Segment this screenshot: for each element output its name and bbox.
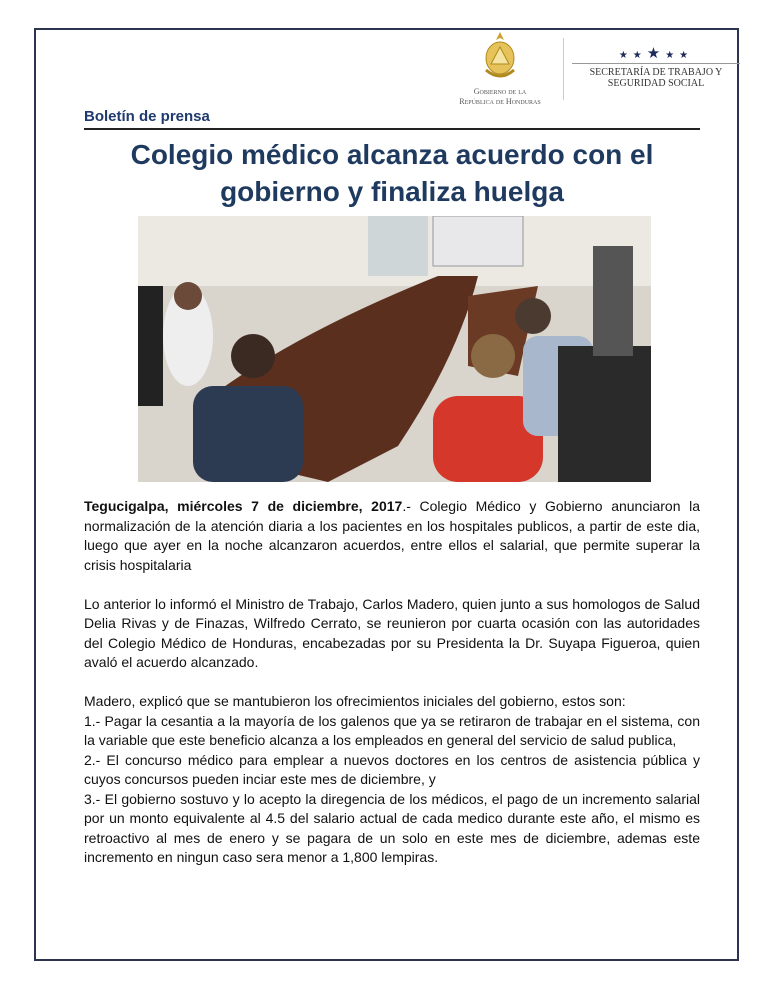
coat-of-arms-icon xyxy=(480,30,520,82)
stss-line2: SEGURIDAD SOCIAL xyxy=(607,78,705,89)
gov-logo-line1: Gobierno de la xyxy=(473,87,527,96)
stars-icon: ★★★★★ xyxy=(618,45,694,62)
gov-logo-line2: República de Honduras xyxy=(459,97,541,106)
section-label: Boletín de prensa xyxy=(84,108,210,125)
header-rule xyxy=(84,128,700,130)
gobierno-honduras-logo xyxy=(445,30,555,107)
paragraph-3-intro: Madero, explicó que se mantubieron los ofrecimientos iniciales del gobierno, estos son: xyxy=(84,693,626,709)
list-item: 1.- Pagar la cesantia a la mayoría de los galenos que ya se retiraron de trabajar en el sistema, con la variable que este beneficio alcanza a los empleados en general del servicio de salud publica, xyxy=(84,712,700,748)
secretaria-trabajo-logo xyxy=(572,44,740,89)
headline: Colegio médico alcanza acuerdo con el gobierno y finaliza huelga xyxy=(130,139,654,207)
dateline: Tegucigalpa, miércoles 7 de diciembre, 2017 xyxy=(84,498,403,514)
meeting-photo xyxy=(138,216,651,482)
stss-line1: SECRETARÍA DE TRABAJO Y xyxy=(589,67,723,78)
logo-separator xyxy=(563,38,564,100)
paragraph-2: Lo anterior lo informó el Ministro de Trabajo, Carlos Madero, quien junto a sus homologos de Salud Delia Rivas y de Finazas, Wilfredo Cerrato, se reunieron por cuarta ocasión con las autoridades del Colegio Médico de Honduras, encabezadas por su Presidenta la Dr. Suyapa Figueroa, quien avaló el acuerdo alcanzado. xyxy=(84,595,700,670)
list-item: 2.- El concurso médico para emplear a nuevos doctores en los centros de asistencia pública y cuyos concursos pueden inciar este mes de diciembre, y xyxy=(84,751,700,787)
paragraph-1: Tegucigalpa, miércoles 7 de diciembre, 2017.- Colegio Médico y Gobierno anunciaron la normalización de la atención diaria a los pacientes en los hospitales publicos, a partir de este dia, luego que ayer en la noche alcanzaron acuerdos, entre ellos el salarial, que permite superar la crisis hospitalaria xyxy=(84,498,700,573)
list-item: 3.- El gobierno sostuvo y lo acepto la diregencia de los médicos, el pago de un incremento salarial por un monto equivalente al 4.5 del salario actual de cada medico durante este año, el mismo es retroactivo al mes de enero y se pagara de un solo en este mes de diciembre, ademas este incremento en ningun caso sera menor a 1,800 lempiras. xyxy=(84,790,700,865)
article-body xyxy=(84,497,700,868)
